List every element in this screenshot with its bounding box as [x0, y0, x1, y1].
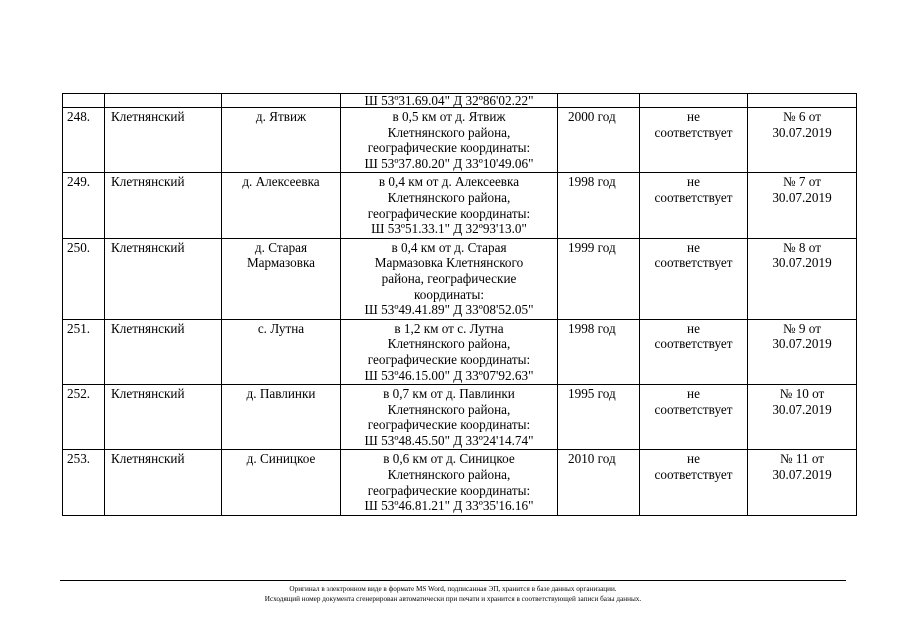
cell-district: Клетнянский	[105, 385, 222, 450]
cell-num: 250.	[63, 238, 105, 319]
footer-divider	[60, 580, 846, 581]
cell-year: 1995 год	[558, 385, 640, 450]
cell-district: Клетнянский	[105, 238, 222, 319]
cell-num: 253.	[63, 450, 105, 515]
table-row	[63, 238, 857, 319]
location-line: в 1,2 км от с. Лутна	[394, 320, 504, 336]
cell-location	[341, 450, 558, 515]
cell-num: 249.	[63, 173, 105, 238]
doc-line: № 9 от	[783, 320, 821, 336]
cell-status	[640, 173, 748, 238]
cell-doc	[748, 94, 857, 108]
doc-line: № 11 от	[779, 451, 825, 467]
location-line: Клетнянского района,	[387, 189, 511, 205]
cell-settlement	[222, 173, 341, 238]
cell-doc	[748, 173, 857, 238]
doc-line: 30.07.2019	[772, 255, 832, 271]
location-line: Ш 53º51.33.1" Д 32º93'13.0"	[371, 221, 527, 237]
status-line: соответствует	[654, 336, 733, 352]
table-row-continued	[63, 94, 857, 108]
doc-line: 30.07.2019	[772, 336, 832, 352]
cell-settlement	[222, 450, 341, 515]
location-line: географические координаты:	[367, 140, 531, 156]
table-row	[63, 450, 857, 515]
cell-district: Клетнянский	[105, 173, 222, 238]
location-line: координаты:	[414, 286, 484, 302]
table-row	[63, 385, 857, 450]
cell-settlement	[222, 94, 341, 108]
location-line: Клетнянского района,	[387, 401, 511, 417]
cell-district	[105, 94, 222, 108]
doc-line: № 8 от	[783, 239, 821, 255]
location-line: Ш 53º37.80.20" Д 33º10'49.06"	[364, 155, 534, 171]
table-row	[63, 108, 857, 173]
cell-status	[640, 108, 748, 173]
cell-year: 1999 год	[558, 238, 640, 319]
cell-location	[341, 173, 558, 238]
status-line: соответствует	[654, 401, 733, 417]
cell-doc	[748, 385, 857, 450]
settlement-line: д. Павлинки	[246, 386, 316, 402]
location-line: Ш 53º46.15.00" Д 33º07'92.63"	[364, 367, 534, 383]
cell-location	[341, 238, 558, 319]
status-line: соответствует	[654, 467, 733, 483]
location-line: Ш 53º48.45.50" Д 33º24'14.74"	[364, 432, 534, 448]
cell-settlement	[222, 108, 341, 173]
location-line: в 0,4 км от д. Старая	[391, 239, 507, 255]
location-line: географические координаты:	[367, 417, 531, 433]
cell-num: 252.	[63, 385, 105, 450]
cell-doc	[748, 238, 857, 319]
footer-line-2: Исходящий номер документа сгенерирован автоматически при печати и хранится в соответствующей записи базы данных.	[264, 595, 642, 603]
cell-num: 248.	[63, 108, 105, 173]
doc-line: № 6 от	[783, 109, 821, 124]
cell-settlement	[222, 385, 341, 450]
status-line: соответствует	[654, 124, 733, 140]
cell-location	[341, 319, 558, 384]
location-line: географические координаты:	[367, 482, 531, 498]
doc-line: 30.07.2019	[772, 467, 832, 483]
status-line: соответствует	[654, 255, 733, 271]
cell-doc	[748, 108, 857, 173]
settlement-line: с. Лутна	[257, 320, 305, 336]
cell-location	[341, 108, 558, 173]
location-line: Мармазовка Клетнянского	[374, 255, 524, 271]
registry-table	[62, 93, 857, 516]
cell-district: Клетнянский	[105, 108, 222, 173]
cell-district: Клетнянский	[105, 450, 222, 515]
table-row	[63, 319, 857, 384]
cell-doc	[748, 450, 857, 515]
footer-line-1: Оригинал в электронном виде в формате MS Word, подписанная ЭП, хранится в базе данных организации.	[289, 585, 617, 593]
location-line: Клетнянского района,	[387, 467, 511, 483]
settlement-line: д. Ятвиж	[255, 109, 307, 124]
location-line: в 0,6 км от д. Синицкое	[383, 451, 515, 467]
location-line: Клетнянского района,	[387, 336, 511, 352]
cell-num: 251.	[63, 319, 105, 384]
location-line: района, географические	[381, 270, 517, 286]
cell-year: 1998 год	[558, 319, 640, 384]
status-line: не	[687, 386, 700, 402]
location-line: в 0,7 км от д. Павлинки	[383, 386, 515, 402]
cell-status	[640, 450, 748, 515]
cell-year: 2010 год	[558, 450, 640, 515]
cell-status	[640, 94, 748, 108]
cell-location	[341, 385, 558, 450]
cell-status	[640, 238, 748, 319]
doc-line: № 10 от	[779, 386, 825, 402]
location-line: Ш 53º46.81.21" Д 33º35'16.16"	[364, 498, 534, 514]
cell-location	[341, 94, 558, 108]
cell-year: 2000 год	[558, 108, 640, 173]
settlement-line: д. Синицкое	[246, 451, 316, 467]
cell-doc	[748, 319, 857, 384]
location-line: географические координаты:	[367, 351, 531, 367]
cell-settlement	[222, 319, 341, 384]
location-coords: Ш 53º31.69.04" Д 32º86'02.22"	[364, 93, 534, 108]
cell-district: Клетнянский	[105, 319, 222, 384]
status-line: не	[687, 109, 700, 124]
status-line: не	[687, 174, 700, 190]
table-row	[63, 173, 857, 238]
location-line: географические координаты:	[367, 205, 531, 221]
settlement-line: д. Алексеевка	[242, 174, 320, 190]
cell-year: 1998 год	[558, 173, 640, 238]
location-line: в 0,4 км от д. Алексеевка	[378, 174, 520, 190]
doc-line: 30.07.2019	[772, 124, 832, 140]
location-line: Ш 53º49.41.89" Д 33º08'52.05"	[364, 302, 534, 318]
footer	[60, 584, 846, 604]
cell-status	[640, 319, 748, 384]
doc-line: № 7 от	[783, 174, 821, 190]
cell-status	[640, 385, 748, 450]
doc-line: 30.07.2019	[772, 401, 832, 417]
status-line: не	[687, 239, 700, 255]
location-line: Клетнянского района,	[387, 124, 511, 140]
cell-year	[558, 94, 640, 108]
cell-settlement	[222, 238, 341, 319]
settlement-line: д. Старая	[254, 239, 308, 255]
status-line: соответствует	[654, 189, 733, 205]
settlement-line: Мармазовка	[246, 255, 316, 271]
doc-line: 30.07.2019	[772, 189, 832, 205]
cell-num	[63, 94, 105, 108]
status-line: не	[687, 320, 700, 336]
status-line: не	[687, 451, 700, 467]
location-line: в 0,5 км от д. Ятвиж	[392, 109, 506, 124]
